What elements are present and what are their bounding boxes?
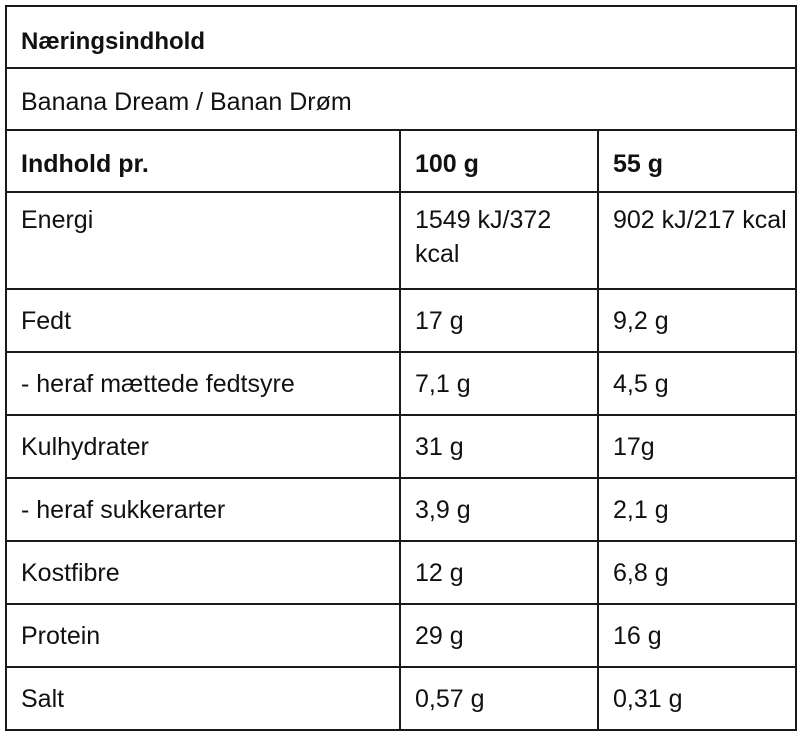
table-row <box>6 289 796 352</box>
table-row <box>6 192 796 289</box>
value-55g: 0,31 g <box>598 667 796 730</box>
value-100g: 29 g <box>400 604 598 667</box>
product-row <box>6 68 796 130</box>
header-label: Indhold pr. <box>6 130 400 192</box>
header-55g: 55 g <box>598 130 796 192</box>
product-name: Banana Dream / Banan Drøm <box>6 68 796 130</box>
value-55g: 2,1 g <box>598 478 796 541</box>
table-row <box>6 352 796 415</box>
value-100g: 31 g <box>400 415 598 478</box>
value-100g: 1549 kJ/372 kcal <box>400 192 598 289</box>
table-row <box>6 604 796 667</box>
value-55g: 4,5 g <box>598 352 796 415</box>
table-title: Næringsindhold <box>6 6 796 68</box>
nutrient-name: Kostfibre <box>6 541 400 604</box>
title-row <box>6 6 796 68</box>
header-row <box>6 130 796 192</box>
nutrient-name: - heraf sukkerarter <box>6 478 400 541</box>
value-55g: 16 g <box>598 604 796 667</box>
value-55g: 902 kJ/217 kcal <box>598 192 796 289</box>
table-row <box>6 541 796 604</box>
nutrient-name: Salt <box>6 667 400 730</box>
nutrient-name: Kulhydrater <box>6 415 400 478</box>
nutrient-name: Protein <box>6 604 400 667</box>
table-row <box>6 415 796 478</box>
nutrition-table <box>5 5 797 731</box>
table-row <box>6 478 796 541</box>
table-row <box>6 667 796 730</box>
value-100g: 12 g <box>400 541 598 604</box>
header-100g: 100 g <box>400 130 598 192</box>
value-100g: 3,9 g <box>400 478 598 541</box>
value-100g: 17 g <box>400 289 598 352</box>
value-55g: 9,2 g <box>598 289 796 352</box>
value-55g: 6,8 g <box>598 541 796 604</box>
value-100g: 7,1 g <box>400 352 598 415</box>
nutrient-name: Fedt <box>6 289 400 352</box>
value-100g: 0,57 g <box>400 667 598 730</box>
nutrient-name: Energi <box>6 192 400 289</box>
nutrient-name: - heraf mættede fedtsyre <box>6 352 400 415</box>
value-55g: 17g <box>598 415 796 478</box>
